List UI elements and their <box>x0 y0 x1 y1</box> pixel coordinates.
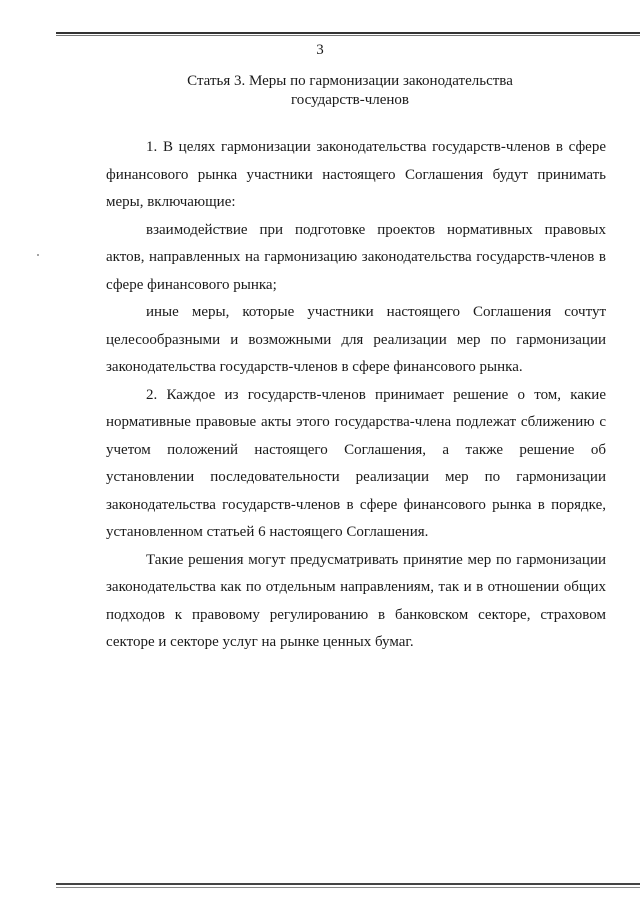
paragraph-4: 2. Каждое из государств-членов принимает решение о том, какие нормативные правовые акты этого государства-члена подлежат сближению с учетом положений настоящего Соглашения, а также решение об установлении последовательности реализации мер по гармонизации законодательства государств-членов в сфере финансового рынка в порядке, установленном статьей 6 настоящего Соглашения. <box>106 386 606 540</box>
article-title <box>150 72 550 110</box>
scan-border-bottom-inner <box>56 887 640 888</box>
article-title-line-1: Статья 3. Меры по гармонизации законодательства <box>187 73 513 89</box>
scan-border-bottom <box>56 883 640 885</box>
scan-speck <box>37 254 39 256</box>
article-title-line-2: государств-членов <box>290 92 410 108</box>
paragraph-5: Такие решения могут предусматривать принятие мер по гармонизации законодательства как по отдельным направлениям, так и в отношении общих подходов к правовому регулированию в банковском секторе, страховом секторе и секторе услуг на рынке ценных бумаг. <box>106 551 606 650</box>
scan-border-top-inner <box>56 35 640 36</box>
paragraph-1: 1. В целях гармонизации законодательства государств-членов в сфере финансового рынка участники настоящего Соглашения будут принимать меры, включающие: <box>106 139 606 210</box>
page-number: 3 <box>316 42 324 58</box>
paragraph-2: взаимодействие при подготовке проектов нормативных правовых актов, направленных на гармонизацию законодательства государств-членов в сфере финансового рынка; <box>106 221 606 293</box>
paragraph-3: иные меры, которые участники настоящего Соглашения сочтут целесообразными и возможными для реализации мер по гармонизации законодательства государств-членов в сфере финансового рынка. <box>106 304 606 375</box>
article-body <box>106 134 606 657</box>
scan-border-top <box>56 32 640 34</box>
